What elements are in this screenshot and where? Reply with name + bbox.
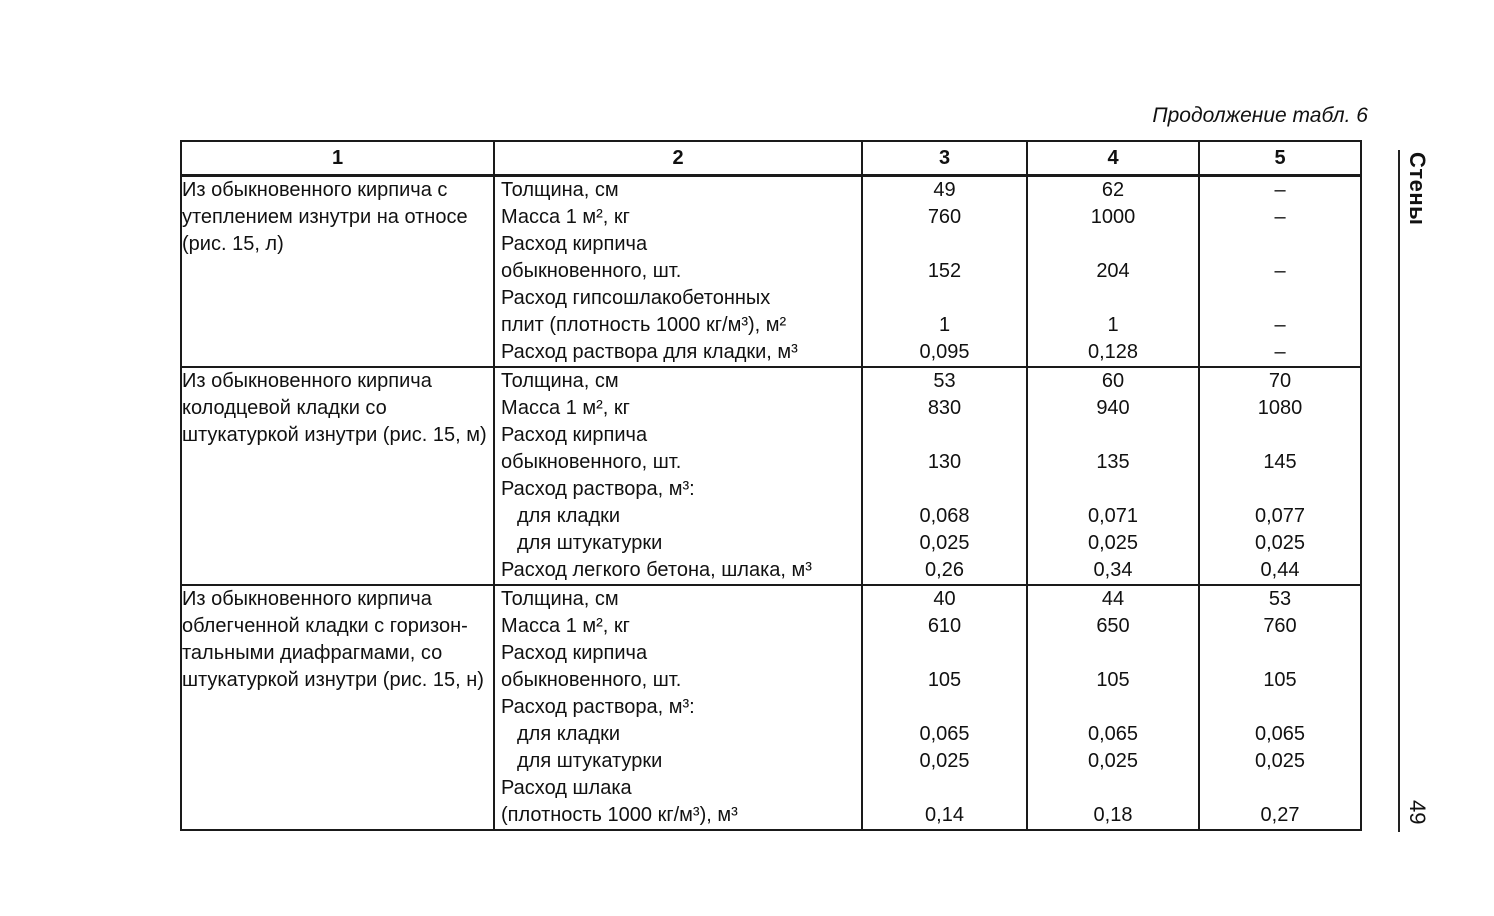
- value-cell: 152: [927, 260, 962, 282]
- page-sidebar: [1398, 150, 1432, 840]
- value-cell: 760: [927, 206, 962, 228]
- value-cell: [863, 476, 1026, 503]
- header-cell: 2: [494, 141, 862, 176]
- value-cell: 0,071: [1087, 505, 1139, 527]
- value-cell: 0,025: [1087, 750, 1139, 772]
- value-cell: 940: [1096, 397, 1130, 419]
- parameter-label: Расход раствора для кладки, м³: [501, 341, 798, 363]
- value-cell: 0,34: [1093, 559, 1133, 581]
- parameter-label: Масса 1 м², кг: [501, 397, 630, 419]
- parameter-label: Расход кирпича: [501, 642, 648, 664]
- parameter-list: [494, 367, 862, 585]
- value-cell: 49: [933, 179, 956, 201]
- value-cell: –: [1274, 179, 1286, 201]
- parameter-label: Толщина, см: [501, 370, 619, 392]
- value-cell: 204: [1096, 260, 1130, 282]
- parameter-label: Толщина, см: [501, 588, 619, 610]
- value-cell: [863, 231, 1026, 258]
- value-cell: [1200, 476, 1360, 503]
- value-cell: [1028, 694, 1198, 721]
- value-cell: 105: [1096, 669, 1130, 691]
- value-cell: 105: [1263, 669, 1297, 691]
- wall-type-description: Из обыкновенного кирпича облегченной кладки с горизон-тальными диафрагмами, со штукатуркой изнутри (рис. 15, н): [181, 585, 494, 830]
- parameter-label: Масса 1 м², кг: [501, 615, 630, 637]
- parameter-label: для кладки: [517, 505, 621, 527]
- wall-type-description: Из обыкновенного кирпича колодцевой кладки со штукатуркой изнутри (рис. 15, м): [181, 367, 494, 585]
- value-cell: 0,065: [1087, 723, 1139, 745]
- parameter-list: [494, 585, 862, 830]
- parameter-label: Расход шлака: [501, 777, 632, 799]
- value-cell: 0,44: [1260, 559, 1300, 581]
- table-row: [181, 367, 1361, 585]
- parameter-label: для кладки: [517, 723, 621, 745]
- value-cell: [1028, 476, 1198, 503]
- value-cell: 0,068: [919, 505, 970, 527]
- parameter-label: Расход раствора, м³:: [501, 478, 695, 500]
- parameter-label: (плотность 1000 кг/м³), м³: [501, 804, 738, 826]
- value-cell: 1: [1107, 314, 1119, 336]
- value-cell: 0,065: [1254, 723, 1306, 745]
- parameter-label: для штукатурки: [517, 750, 663, 772]
- value-cell: [863, 694, 1026, 721]
- parameter-label: Расход гипсошлакобетонных: [501, 287, 771, 309]
- value-cell: [1200, 694, 1360, 721]
- value-cell: 0,025: [919, 750, 970, 772]
- value-column-4: [1027, 176, 1199, 368]
- page-number: 49: [1405, 800, 1430, 825]
- value-cell: 0,128: [1087, 341, 1139, 363]
- wall-type-description: Из обыкновенного кирпича с утеплением изнутри на относе (рис. 15, л): [181, 176, 494, 368]
- value-cell: [1200, 640, 1360, 667]
- value-cell: 650: [1096, 615, 1130, 637]
- value-cell: 1080: [1257, 397, 1303, 419]
- value-cell: [1200, 422, 1360, 449]
- value-cell: [1200, 775, 1360, 802]
- value-cell: 105: [927, 669, 962, 691]
- table-row: [181, 176, 1361, 368]
- table-row: [181, 585, 1361, 830]
- value-column-3: [862, 585, 1027, 830]
- value-cell: –: [1274, 206, 1286, 228]
- value-cell: –: [1274, 260, 1286, 282]
- header-cell: 5: [1199, 141, 1361, 176]
- value-cell: 760: [1263, 615, 1297, 637]
- value-cell: [1028, 231, 1198, 258]
- table-caption: Продолжение табл. 6: [1152, 104, 1368, 127]
- value-cell: 0,27: [1260, 804, 1300, 826]
- parameter-label: обыкновенного, шт.: [501, 451, 682, 473]
- value-cell: [1028, 285, 1198, 312]
- parameter-label: для штукатурки: [517, 532, 663, 554]
- value-cell: 0,14: [925, 804, 964, 826]
- header-cell: 4: [1027, 141, 1199, 176]
- value-cell: [863, 285, 1026, 312]
- value-cell: 0,077: [1254, 505, 1306, 527]
- value-cell: 0,095: [919, 341, 970, 363]
- value-cell: [1028, 422, 1198, 449]
- parameter-list: [494, 176, 862, 368]
- value-cell: [1200, 231, 1360, 258]
- parameter-label: Масса 1 м², кг: [501, 206, 630, 228]
- section-title: Стены: [1405, 152, 1430, 226]
- parameter-label: обыкновенного, шт.: [501, 260, 682, 282]
- value-cell: 0,025: [1087, 532, 1139, 554]
- value-column-4: [1027, 367, 1199, 585]
- value-cell: 0,025: [919, 532, 970, 554]
- value-cell: [863, 422, 1026, 449]
- value-cell: 40: [933, 588, 956, 610]
- header-cell: 3: [862, 141, 1027, 176]
- parameter-label: Расход кирпича: [501, 424, 648, 446]
- value-cell: 0,065: [919, 723, 970, 745]
- value-cell: 0,025: [1254, 532, 1306, 554]
- parameter-label: Расход кирпича: [501, 233, 648, 255]
- parameter-label: Толщина, см: [501, 179, 619, 201]
- value-cell: 0,18: [1093, 804, 1133, 826]
- value-column-5: [1199, 367, 1361, 585]
- value-cell: 1000: [1090, 206, 1136, 228]
- value-cell: [863, 640, 1026, 667]
- value-cell: 135: [1096, 451, 1130, 473]
- value-cell: 610: [927, 615, 962, 637]
- value-cell: 130: [927, 451, 962, 473]
- value-column-4: [1027, 585, 1199, 830]
- value-cell: 830: [927, 397, 962, 419]
- value-cell: [863, 775, 1026, 802]
- parameter-label: Расход легкого бетона, шлака, м³: [501, 559, 812, 581]
- value-cell: [1028, 640, 1198, 667]
- header-row: [181, 141, 1361, 176]
- value-cell: 60: [1101, 370, 1125, 392]
- value-column-3: [862, 176, 1027, 368]
- value-cell: 70: [1268, 370, 1292, 392]
- value-column-3: [862, 367, 1027, 585]
- value-cell: –: [1274, 314, 1286, 336]
- header-cell: 1: [181, 141, 494, 176]
- sidebar-rule: [1398, 150, 1400, 832]
- spec-table: [180, 140, 1362, 831]
- value-cell: 0,26: [925, 559, 964, 581]
- value-column-5: [1199, 176, 1361, 368]
- value-column-5: [1199, 585, 1361, 830]
- value-cell: 145: [1263, 451, 1297, 473]
- parameter-label: обыкновенного, шт.: [501, 669, 682, 691]
- parameter-label: плит (плотность 1000 кг/м³), м²: [501, 314, 787, 336]
- value-cell: –: [1274, 341, 1286, 363]
- value-cell: [1028, 775, 1198, 802]
- parameter-label: Расход раствора, м³:: [501, 696, 695, 718]
- value-cell: [1200, 285, 1360, 312]
- value-cell: 44: [1101, 588, 1125, 610]
- value-cell: 62: [1101, 179, 1125, 201]
- value-cell: 53: [1268, 588, 1292, 610]
- value-cell: 53: [933, 370, 956, 392]
- value-cell: 1: [938, 314, 951, 336]
- value-cell: 0,025: [1254, 750, 1306, 772]
